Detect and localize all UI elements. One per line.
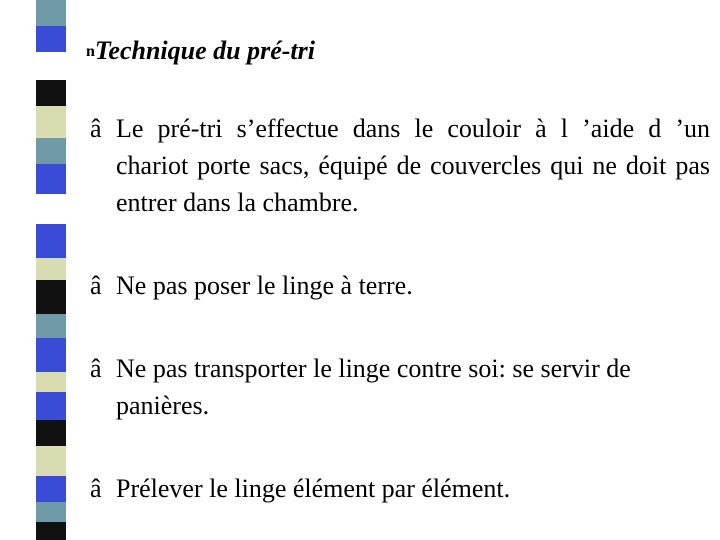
- stripe-block: [36, 446, 66, 476]
- title-bullet: n: [86, 43, 95, 60]
- bullet-item: [90, 350, 710, 424]
- stripe-block: [36, 258, 66, 280]
- stripe-block: [36, 224, 66, 258]
- bullet-item: [90, 267, 710, 304]
- stripe-block: [36, 138, 66, 164]
- bullet-text: Le pré-tri s’effectue dans le couloir à l ’aide d ’un chariot porte sacs, équipé de couvercles qui ne doit pas entrer dans la chambre.: [116, 114, 710, 217]
- stripe-block: [36, 0, 66, 26]
- stripe-block: [36, 338, 66, 372]
- bullet-item: [90, 110, 710, 221]
- stripe-block: [36, 314, 66, 338]
- bullet-item: [90, 470, 710, 507]
- bullet-text: Ne pas poser le linge à terre.: [116, 271, 413, 300]
- bullet-marker: â: [90, 114, 102, 143]
- bullet-marker: â: [90, 474, 102, 503]
- stripe-block: [36, 164, 66, 194]
- stripe-block: [36, 194, 66, 224]
- stripe-block: [36, 280, 66, 314]
- title-text: Technique du pré-tri: [94, 36, 315, 65]
- stripe-block: [36, 522, 66, 540]
- stripe-block: [36, 392, 66, 420]
- slide-title: [86, 36, 315, 66]
- decorative-stripe: [36, 0, 66, 540]
- bullet-text: Prélever le linge élément par élément.: [116, 474, 511, 503]
- stripe-block: [36, 106, 66, 138]
- stripe-block: [36, 502, 66, 522]
- stripe-block: [36, 80, 66, 106]
- bullet-marker: â: [90, 271, 102, 300]
- bullet-text: Ne pas transporter le linge contre soi: se servir de panières.: [116, 354, 631, 420]
- stripe-block: [36, 476, 66, 502]
- stripe-block: [36, 26, 66, 52]
- stripe-block: [36, 420, 66, 446]
- stripe-block: [36, 372, 66, 392]
- stripe-block: [36, 52, 66, 80]
- bullet-marker: â: [90, 354, 102, 383]
